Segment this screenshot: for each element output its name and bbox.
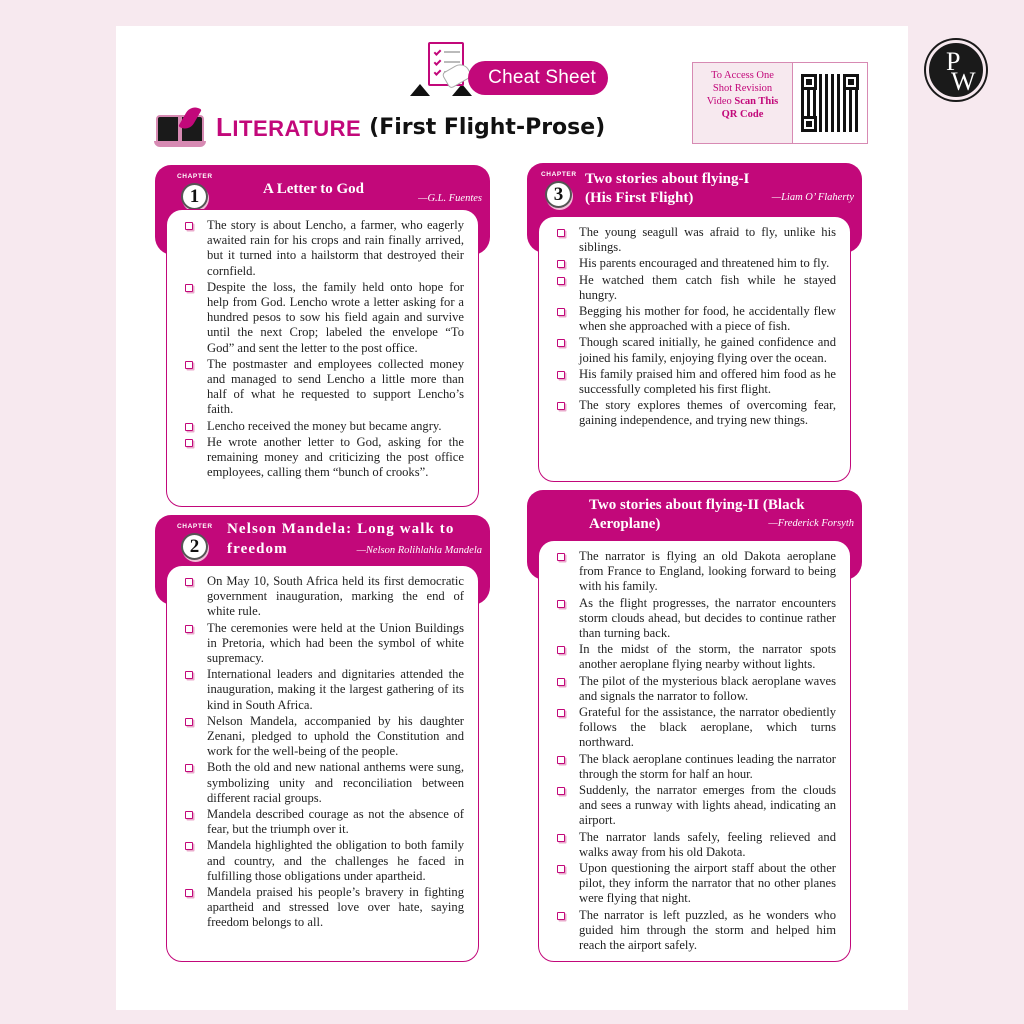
point-text: Grateful for the assistance, the narrator obediently follows the black aeroplane, which turns northward.: [579, 705, 836, 750]
chapter-points: [538, 540, 851, 962]
square-bullet-icon: [557, 756, 565, 764]
list-item: [181, 574, 464, 620]
list-item: [181, 419, 464, 434]
square-bullet-icon: [557, 834, 565, 842]
qr-text-line: To Access One: [711, 70, 774, 81]
point-text: The ceremonies were held at the Union Buildings in Pretoria, which had been the symbol of white supremacy.: [207, 620, 464, 666]
point-text: Lencho received the money but became angry.: [207, 418, 442, 433]
logo-letter-w: W: [951, 67, 976, 96]
list-item: [553, 335, 836, 365]
chapter-author: —G.L. Fuentes: [418, 193, 482, 204]
list-item: [181, 357, 464, 418]
chapter-points: [538, 216, 851, 482]
square-bullet-icon: [185, 361, 193, 369]
point-text: Mandela praised his people’s bravery in fighting apartheid and stressed love over hate, saying freedom belongs to all.: [207, 885, 464, 930]
list-item: [553, 549, 836, 595]
qr-text-line: Shot Revision: [712, 83, 773, 94]
chapter-title: Two stories about flying-I: [585, 171, 750, 187]
point-text: The postmaster and employees collected money and managed to send Lencho a little more than half of what he requested to support Lencho’s faith.: [207, 356, 464, 417]
square-bullet-icon: [557, 787, 565, 795]
subject-title: [216, 112, 361, 143]
list-item: [181, 714, 464, 760]
logo-letter-p: P: [946, 47, 961, 76]
square-bullet-icon: [557, 709, 565, 717]
square-bullet-icon: [185, 423, 193, 431]
point-text: In the midst of the storm, the narrator spots another aeroplane flying nearby without lights.: [579, 642, 836, 672]
chapter-number: 1: [181, 183, 208, 210]
chapter-number: 2: [181, 533, 208, 560]
square-bullet-icon: [557, 260, 565, 268]
list-item: [181, 435, 464, 481]
square-bullet-icon: [557, 339, 565, 347]
list-item: [553, 908, 836, 954]
chapter-2-card: [155, 515, 490, 962]
list-item: [553, 830, 836, 860]
square-bullet-icon: [185, 811, 193, 819]
point-text: Nelson Mandela, accompanied by his daughter Zenani, pledged to uphold the Constitution and work for the well-being of the people.: [207, 713, 464, 759]
list-item: [553, 256, 836, 271]
qr-text-bold: Scan This: [734, 96, 779, 107]
qr-instructions: [693, 63, 793, 143]
chapter-title-line2: (His First Flight): [585, 190, 694, 206]
point-text: He wrote another letter to God, asking for the remaining money and criticizing the post office employees, calling them “bunch of crooks”.: [207, 434, 464, 480]
point-text: Both the old and new national anthems were sung, symbolizing unity and reconciliation between different racial groups.: [207, 760, 464, 805]
square-bullet-icon: [557, 865, 565, 873]
point-text: The pilot of the mysterious black aeroplane waves and signals the narrator to follow.: [579, 673, 836, 703]
point-text: The narrator is flying an old Dakota aeroplane from France to England, looking forward to being with his family.: [579, 549, 836, 594]
chapter-badge: [177, 173, 211, 213]
list-item: [553, 398, 836, 428]
chapter-title: Nelson Mandela: Long walk to: [227, 521, 455, 537]
chapter-label: CHAPTER: [541, 171, 577, 178]
page-title: [154, 104, 605, 150]
chapter-number: 3: [545, 181, 572, 208]
square-bullet-icon: [557, 600, 565, 608]
square-bullet-icon: [557, 646, 565, 654]
list-item: [181, 807, 464, 837]
chapter-author: —Frederick Forsyth: [768, 518, 854, 529]
cheat-sheet-banner: [410, 40, 610, 98]
point-text: His parents encouraged and threatened him to fly.: [579, 256, 830, 271]
black-aeroplane-card: [527, 490, 862, 962]
chapter-1-card: [155, 165, 490, 507]
point-text: On May 10, South Africa held its first democratic government inauguration, marking the end of white rule.: [207, 574, 464, 619]
list-item: [553, 752, 836, 782]
list-item: [181, 885, 464, 931]
square-bullet-icon: [185, 764, 193, 772]
qr-code-box: [692, 62, 868, 144]
square-bullet-icon: [185, 625, 193, 633]
chapter-label: CHAPTER: [177, 173, 213, 180]
chapter-label: CHAPTER: [177, 523, 213, 530]
square-bullet-icon: [557, 229, 565, 237]
square-bullet-icon: [557, 912, 565, 920]
cheat-sheet-label: Cheat Sheet: [468, 61, 608, 95]
list-item: [553, 273, 836, 303]
point-text: The young seagull was afraid to fly, unlike his siblings.: [579, 225, 836, 255]
qr-text-line: [693, 95, 792, 108]
square-bullet-icon: [185, 718, 193, 726]
chapter-author: —Nelson Rolihlahla Mandela: [356, 545, 482, 556]
point-text: The story explores themes of overcoming fear, gaining independence, and trying new things.: [579, 398, 836, 428]
chapter-points: [166, 209, 479, 507]
point-text: Begging his mother for food, he accidentally flew when she approached with a piece of fish.: [579, 304, 836, 334]
chapter-title-line2: Aeroplane): [589, 516, 661, 532]
square-bullet-icon: [557, 402, 565, 410]
list-item: [181, 280, 464, 356]
point-text: Despite the loss, the family held onto hope for help from God. Lencho wrote a letter asking for a hundred pesos to sow his field again and survive until the next Crop; labeled the envelope “To God” and sent the letter to the post office.: [207, 279, 464, 355]
list-item: [553, 225, 836, 255]
square-bullet-icon: [185, 671, 193, 679]
point-text: Though scared initially, he gained confidence and joined his family, enjoying flying over the ocean.: [579, 335, 836, 365]
point-text: International leaders and dignitaries attended the inauguration, making it the largest gathering of its kind in South Africa.: [207, 667, 464, 712]
point-text: He watched them catch fish while he stayed hungry.: [579, 272, 836, 302]
point-text: The black aeroplane continues leading the narrator through the storm for half an hour.: [579, 751, 836, 781]
square-bullet-icon: [557, 308, 565, 316]
qr-text-line: [693, 108, 792, 121]
list-item: [553, 861, 836, 907]
list-item: [553, 596, 836, 642]
point-text: Upon questioning the airport staff about the other pilot, they inform the narrator that no other planes were flying that night.: [579, 861, 836, 906]
square-bullet-icon: [557, 553, 565, 561]
square-bullet-icon: [185, 578, 193, 586]
chapter-badge: [541, 171, 575, 211]
list-item: [181, 218, 464, 279]
point-text: The narrator is left puzzled, as he wonders who guided him through the storm and helped him reach the airport safely.: [579, 907, 836, 953]
point-text: Suddenly, the narrator emerges from the clouds and sees a runway with lights ahead, indicating an airport.: [579, 783, 836, 828]
point-text: As the flight progresses, the narrator encounters storm clouds ahead, but decides to continue rather than turning back.: [579, 595, 836, 641]
square-bullet-icon: [185, 222, 193, 230]
list-item: [181, 621, 464, 667]
square-bullet-icon: [185, 439, 193, 447]
chapter-points: [166, 565, 479, 962]
square-bullet-icon: [185, 842, 193, 850]
list-item: [181, 667, 464, 713]
banner-triangle-decoration: [410, 84, 430, 96]
list-item: [553, 783, 836, 829]
pw-logo: [926, 40, 986, 100]
point-text: The story is about Lencho, a farmer, who eagerly awaited rain for his crops and rain finally arrived, but it turned into a hailstorm that destroyed their cornfield.: [207, 218, 464, 278]
chapter-title-line2: freedom: [227, 541, 288, 557]
point-text: Mandela highlighted the obligation to both family and country, and the challenges he faced in fulfilling those obligations under apartheid.: [207, 838, 464, 883]
square-bullet-icon: [557, 678, 565, 686]
list-item: [181, 838, 464, 884]
chapter-title: Two stories about flying-II (Black: [589, 497, 805, 513]
book-quill-icon: [154, 105, 206, 149]
list-item: [553, 705, 836, 751]
chapter-title: A Letter to God: [263, 181, 364, 197]
list-item: [553, 674, 836, 704]
book-title: (First Flight-Prose): [369, 114, 606, 140]
square-bullet-icon: [557, 277, 565, 285]
subject-rest: ITERATURE: [232, 115, 362, 141]
list-item: [553, 304, 836, 334]
point-text: His family praised him and offered him food as he successfully completed his first flight.: [579, 366, 836, 397]
chapter-3-card: [527, 163, 862, 482]
qr-code-icon[interactable]: [801, 74, 859, 132]
qr-code-cell[interactable]: [793, 63, 867, 143]
qr-text-plain: Video: [706, 96, 735, 107]
list-item: [553, 642, 836, 672]
list-item: [181, 760, 464, 806]
list-item: [553, 367, 836, 397]
square-bullet-icon: [557, 371, 565, 379]
square-bullet-icon: [185, 889, 193, 897]
point-text: Mandela described courage as not the absence of fear, but the triumph over it.: [207, 807, 464, 837]
square-bullet-icon: [185, 284, 193, 292]
point-text: The narrator lands safely, feeling relieved and walks away from his old Dakota.: [579, 829, 836, 859]
chapter-author: —Liam O’ Flaherty: [771, 192, 854, 203]
qr-text-bold: QR Code: [721, 109, 764, 120]
chapter-badge: [177, 523, 211, 563]
subject-initial: L: [216, 111, 233, 142]
